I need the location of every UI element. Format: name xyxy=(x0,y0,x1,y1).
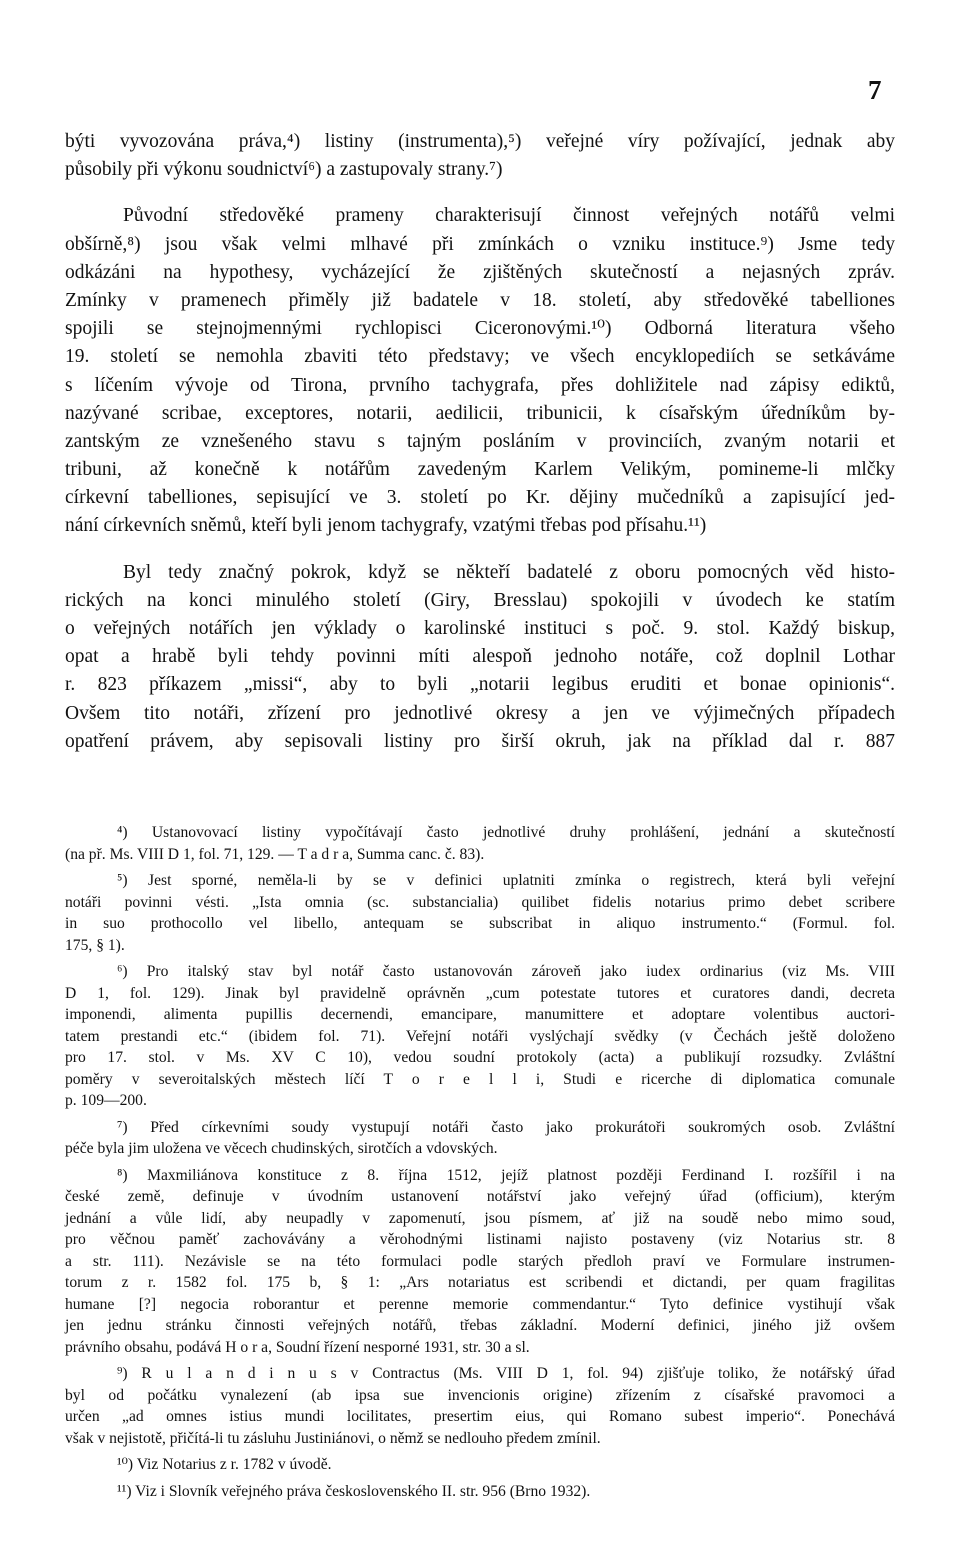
footnote-line: pro 17. stol. v Ms. XV C 10), vedou soudní protokoly (acta) a publikují rozsudky. Zvláštní xyxy=(65,1049,895,1066)
footnote-line: in suo prothocollo vel libello, antequam se subscribat in aliquo instrumento.“ (Formul. fol. xyxy=(65,915,895,932)
footnote-line: D 1, fol. 129). Jinak byl pravidelně oprávněn „cum potestate tutores et curatores dandi, decreta xyxy=(65,984,895,1002)
footnote-line: 175, § 1). xyxy=(65,936,125,954)
footnote-line: byl od počátku vynalezení (ab ipsa sue invencionis origine) zřízením z císařské pravomoci a xyxy=(65,1386,895,1404)
footnote-line: ⁶) Pro italský stav byl notář často ustanovován zároveň jako iudex ordinarius (viz Ms. VIII xyxy=(117,963,895,980)
text-line: tribuni, až konečně k notářům zavedeným Karlem Velikým, pomineme-li mlčky xyxy=(65,459,895,481)
footnote-line: jen jednu stránku činnosti veřejných notářů, třebas základní. Moderní definici, jiného již ovšem xyxy=(65,1317,895,1334)
footnote-line: ⁸) Maxmiliánova konstituce z 8. října 1512, jejíž platnost později Ferdinand I. rozšířil i na xyxy=(117,1166,895,1184)
footnote-line: notáři povinni vésti. „Ista omnia (sc. substancialia) quilibet fidelis notarius primo debet scribere xyxy=(65,893,895,911)
paragraph xyxy=(65,128,895,184)
text-line: Původní středověké prameny charakterisují činnost veřejných notářů velmi xyxy=(123,205,895,227)
footnote xyxy=(65,822,895,865)
page-number: 7 xyxy=(868,75,882,105)
footnote xyxy=(65,961,895,1112)
footnote-line: p. 109—200. xyxy=(65,1092,147,1109)
text-line: Byl tedy značný pokrok, když se někteří badatelé z oboru pomocných věd histo- xyxy=(123,561,895,583)
footnote-line: právního obsahu, podává H o r a, Soudní řízení nesporné 1931, str. 30 a sl. xyxy=(65,1338,530,1356)
footnote xyxy=(65,870,895,956)
footnote-line: ¹⁰) Viz Notarius z r. 1782 v úvodě. xyxy=(117,1456,332,1473)
footnote xyxy=(65,1363,895,1449)
footnote-line: torum z r. 1582 fol. 175 b, § 1: „Ars notariatus est scribendi et dictandi, per quam fragilitas xyxy=(65,1274,895,1291)
footnote-line: ⁴) Ustanovovací listiny vypočítávají často jednotlivé druhy prohlášení, jednání a skutečností xyxy=(117,824,895,841)
text-line: nání církevních sněmů, kteří byli jenom tachygrafy, vzatými třebas pod přísahu.¹¹) xyxy=(65,515,707,537)
text-line: opatření právem, aby sepisovali listiny pro širší okruh, jak na příklad dal r. 887 xyxy=(65,730,895,752)
footnote-line: české země, definuje v úvodním ustanovení notářství jako veřejný úřad (officium), kterým xyxy=(65,1188,895,1205)
text-line: Zmínky v pramenech přiměly již badatele v 18. století, aby středověké tabelliones xyxy=(65,289,895,311)
paragraph xyxy=(65,559,895,756)
footnote xyxy=(65,1165,895,1359)
footnote xyxy=(65,1481,895,1503)
footnote xyxy=(65,1454,895,1476)
footnote-line: (na př. Ms. VIII D 1, fol. 71, 129. — T a d r a, Summa canc. č. 83). xyxy=(65,845,485,863)
footnote-line: poměry v severoitalských městech líčí T o r e l l i, Studi e ricerche di diplomatica comunale xyxy=(65,1070,895,1088)
text-line: rických na konci minulého století (Giry, Bresslau) spokojili v úvodech ke statím xyxy=(65,589,895,611)
paragraph xyxy=(65,202,895,540)
text-line: působily při výkonu soudnictví⁶) a zastupovaly strany.⁷) xyxy=(65,159,503,181)
footnote-line: ¹¹) Viz i Slovník veřejného práva československého II. str. 956 (Brno 1932). xyxy=(117,1482,591,1500)
text-line: odkázáni na hypothesy, vycházející že zjištěných skutečností a nejasných zpráv. xyxy=(65,261,895,283)
text-line: nazývané scribae, exceptores, notarii, aedilicii, tribunicii, k císařským úředníkům by- xyxy=(65,402,895,424)
main-text xyxy=(65,128,895,756)
text-line: r. 823 příkazem „missi“, aby to byli „notarii legibus eruditi et bonae opinionis“. xyxy=(65,674,895,696)
footnote-line: pro věčnou paměť zachovávány a věrohodnými listinami najisto postaveny (viz Notarius str. 8 xyxy=(65,1231,895,1248)
text-line: Ovšem tito notáři, zřízení pro jednotlivé okresy a jen ve výjimečných případech xyxy=(65,702,895,724)
footnote xyxy=(65,1117,895,1160)
footnote-line: imponendi, alimenta pupillis decernendi, emancipare, manumittere et adoptare volentibus auctori- xyxy=(65,1006,895,1023)
footnote-line: však v nejistotě, přičítá-li tu zásluhu Justiniánovi, o němž se nedlouho předem zmínil. xyxy=(65,1429,601,1447)
footnote-line: péče byla jim uložena ve věcech chudinských, sirotčích a vdovských. xyxy=(65,1140,498,1157)
footnotes xyxy=(65,822,895,1502)
text-line: o veřejných notářích jen výklady o karolinské instituci s poč. 9. stol. Každý biskup, xyxy=(65,618,895,639)
text-line: zantským ze vznešeného stavu s tajným posláním v provinciích, zvaným notarii et xyxy=(65,430,895,452)
footnote-line: humane [?] negocia roborantur et perenne memorie commendantur.“ Tyto definice vystihují však xyxy=(65,1295,895,1313)
footnote-line: a str. 111). Nezávisle se na této formulaci podle starých předloh praví ve Formulare instrumen- xyxy=(65,1252,895,1270)
footnote-line: ⁷) Před církevními soudy vystupují notáři často jako prokurátoři soukromých osob. Zvláštní xyxy=(117,1118,895,1136)
text-line: 19. století se nemohla zbaviti této představy; ve všech encyklopediích se setkáváme xyxy=(65,346,895,368)
footnote-line: ⁵) Jest sporné, neměla-li by se v definici uplatniti zmínka o registrech, která byli veřejní xyxy=(117,872,895,889)
footnote-line: tatem prestandi etc.“ (ibidem fol. 71). Veřejní notáři vyslýchají svědky (v Čechách ještě doloženo xyxy=(65,1027,895,1045)
text-line: opat a hrabě byli tehdy povinni míti alespoň jednoho notáře, což doplnil Lothar xyxy=(65,646,895,668)
text-line: s líčením vývoje od Tirona, prvního tachygrafa, přes dohližitele nad zápisy ediktů, xyxy=(65,374,895,396)
text-line: církevní tabelliones, sepisující ve 3. století po Kr. dějiny mučedníků a zapisující jed- xyxy=(65,487,895,509)
footnote-line: určen „ad omnes istius mundi locilitates, presertim eius, qui Romano subest imperio“. Ponechává xyxy=(65,1408,895,1425)
text-line: spojili se stejnojmennými rychlopisci Ciceronovými.¹⁰) Odborná literatura všeho xyxy=(65,318,895,340)
text-line: obšírně,⁸) jsou však velmi mlhavé při zmínkách o vzniku instituce.⁹) Jsme tedy xyxy=(65,233,895,255)
footnote-line: jednání a vůle lidí, aby neupadly v zapomenutí, jsou písmem, ať již na soudě nebo mimo soud, xyxy=(65,1209,895,1227)
footnote-line: ⁹) R u l a n d i n u s v Contractus (Ms. VIII D 1, fol. 94) zjišťuje toliko, že notářský úřad xyxy=(117,1365,895,1382)
text-line: býti vyvozována práva,⁴) listiny (instrumenta),⁵) veřejné víry požívající, jednak aby xyxy=(65,131,895,152)
